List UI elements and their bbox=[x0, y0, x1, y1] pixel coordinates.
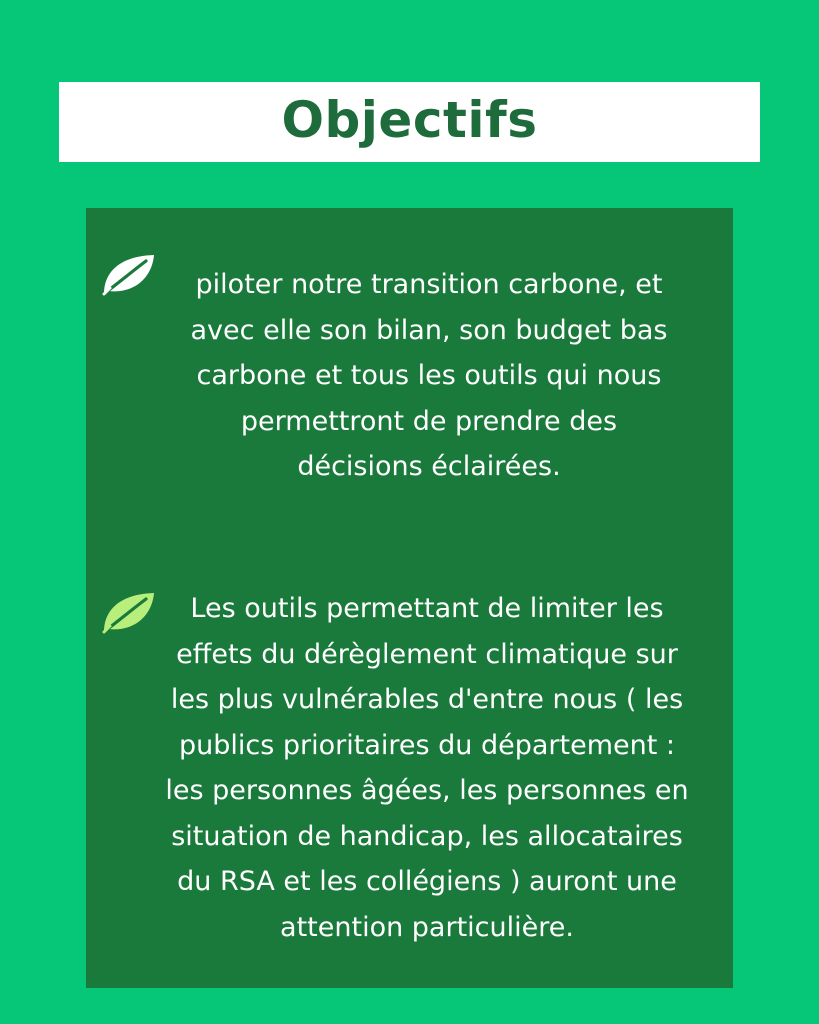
objective-2-line: du RSA et les collégiens ) auront une bbox=[177, 866, 677, 897]
leaf-icon bbox=[100, 250, 156, 298]
objective-1-line: décisions éclairées. bbox=[297, 451, 561, 482]
objective-1-line: avec elle son bilan, son budget bas bbox=[190, 314, 668, 346]
objective-2-line: publics prioritaires du département : bbox=[178, 729, 675, 761]
objective-text-2 bbox=[132, 586, 722, 950]
objective-1-line: carbone et tous les outils qui nous bbox=[196, 360, 662, 391]
objective-2-line: Les outils permettant de limiter les bbox=[190, 593, 664, 624]
objective-2-line: effets du dérèglement climatique sur bbox=[176, 638, 678, 670]
objective-text-1 bbox=[150, 262, 708, 490]
objective-2-line: les personnes âgées, les personnes en bbox=[165, 775, 689, 806]
objective-1-line: permettront de prendre des bbox=[240, 405, 618, 437]
objective-1-line: piloter notre transition carbone, et bbox=[195, 269, 663, 300]
objective-2-line: les plus vulnérables d'entre nous ( les bbox=[170, 684, 684, 715]
objective-2-line: situation de handicap, les allocataires bbox=[171, 820, 683, 852]
objective-2-line: attention particulière. bbox=[280, 911, 574, 943]
page-title: Objectifs bbox=[281, 91, 538, 149]
title-banner bbox=[59, 82, 760, 162]
